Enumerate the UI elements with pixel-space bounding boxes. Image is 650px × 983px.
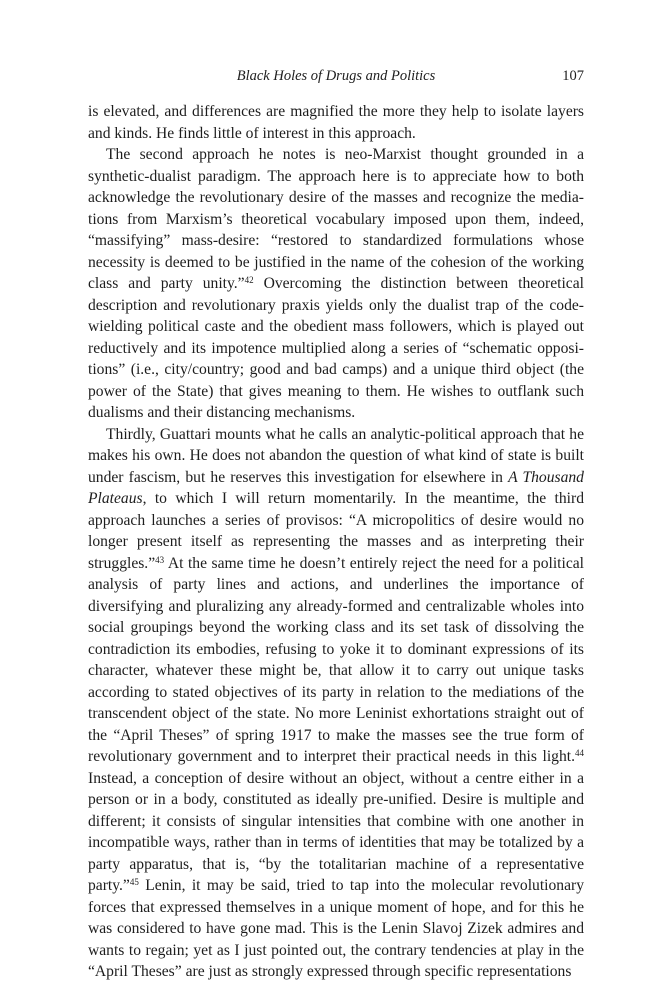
text-run: , to which I will return momentarily. In the meantime, the third approach launches a series of provisos: “A micropolitics of desire would no longer present itself as representing the masses and as interpreting their struggles.” (88, 490, 584, 572)
text-run: The second approach he notes is neo-Marxist thought grounded in a synthetic-dualist paradigm. The approach here is to appreciate how to both acknowledge the revolutionary desire of the masses and recognize the mediations from Marxism’s theoretical vocabulary imposed upon them, indeed, “massifying” mass-desire: “restored to standardized formulations whose necessity is deemed to be justified in the name of the cohesion of the working class and party unity.” (88, 146, 584, 292)
paragraph (88, 101, 584, 144)
text-run: Lenin, it may be said, tried to tap into the molecular revolutionary forces that expressed themselves in a unique moment of hope, and for this he was considered to have gone mad. This is the Lenin Slavoj Zizek admires and wants to regain; yet as I just pointed out, the contrary tendencies at play in the “April Theses” are just as strongly expressed through specific representations (88, 877, 584, 980)
book-title: A Thousand Plateaus (88, 468, 584, 507)
text-run: is elevated, and differences are magnified the more they help to isolate layers and kinds. He finds little of interest in this approach. (88, 103, 584, 142)
running-title: Black Holes of Drugs and Politics (236, 68, 436, 84)
footnote-ref: 43 (155, 554, 165, 565)
footnote-ref: 45 (129, 877, 139, 887)
text-run: Instead, a conception of desire without an object, without a centre either in a person or in a body, constituted as ideally pre-unified. Desire is multiple and different; it consists of singular intensities that combine with one another in incompatible ways, rather than in terms of identities that may be totalized by a party apparatus, that is, “by the totalitarian machine of a representative party.” (88, 769, 584, 894)
footnote-ref: 44 (575, 748, 584, 758)
body-text (88, 101, 584, 983)
page-number: 107 (562, 68, 584, 84)
running-head (88, 68, 584, 88)
footnote-ref: 42 (244, 275, 254, 285)
paragraph (88, 144, 584, 424)
text-run: Thirdly, Guattari mounts what he calls an analytic-political approach that he makes his own. He does not abandon the question of what kind of state is built under fascism, but he reserves this investigation for elsewhere in (88, 425, 584, 486)
paragraph (88, 424, 584, 983)
text-run: Overcoming the distinction between theoretical description and revolutionary praxis yields only the dualist trap of the code-wielding political caste and the obedient mass followers, which is played out reductively and its impotence multiplied along a series of “schematic oppositions” (i.e., city/country; good and bad camps) and a unique third object (the power of the State) that gives meaning to them. He wishes to outflank such dualisms and their distancing mechanisms. (88, 275, 584, 421)
text-run: At the same time he doesn’t entirely reject the need for a political analysis of party lines and actions, and underlines the importance of diversifying and pluralizing any already-formed and centralizable wholes into social groupings beyond the working class and its set task of dissolving the contradiction its embodies, refusing to yoke it to dominant expressions of its character, whatever these might be, that allow it to carry out unique tasks according to stated objectives of its party in relation to the mediations of the transcendent object of the state. No more Leninist exhortations straight out of the “April Theses” of spring 1917 to make the masses see the true form of revolutionary government and to interpret their practical needs in this light. (88, 554, 584, 765)
